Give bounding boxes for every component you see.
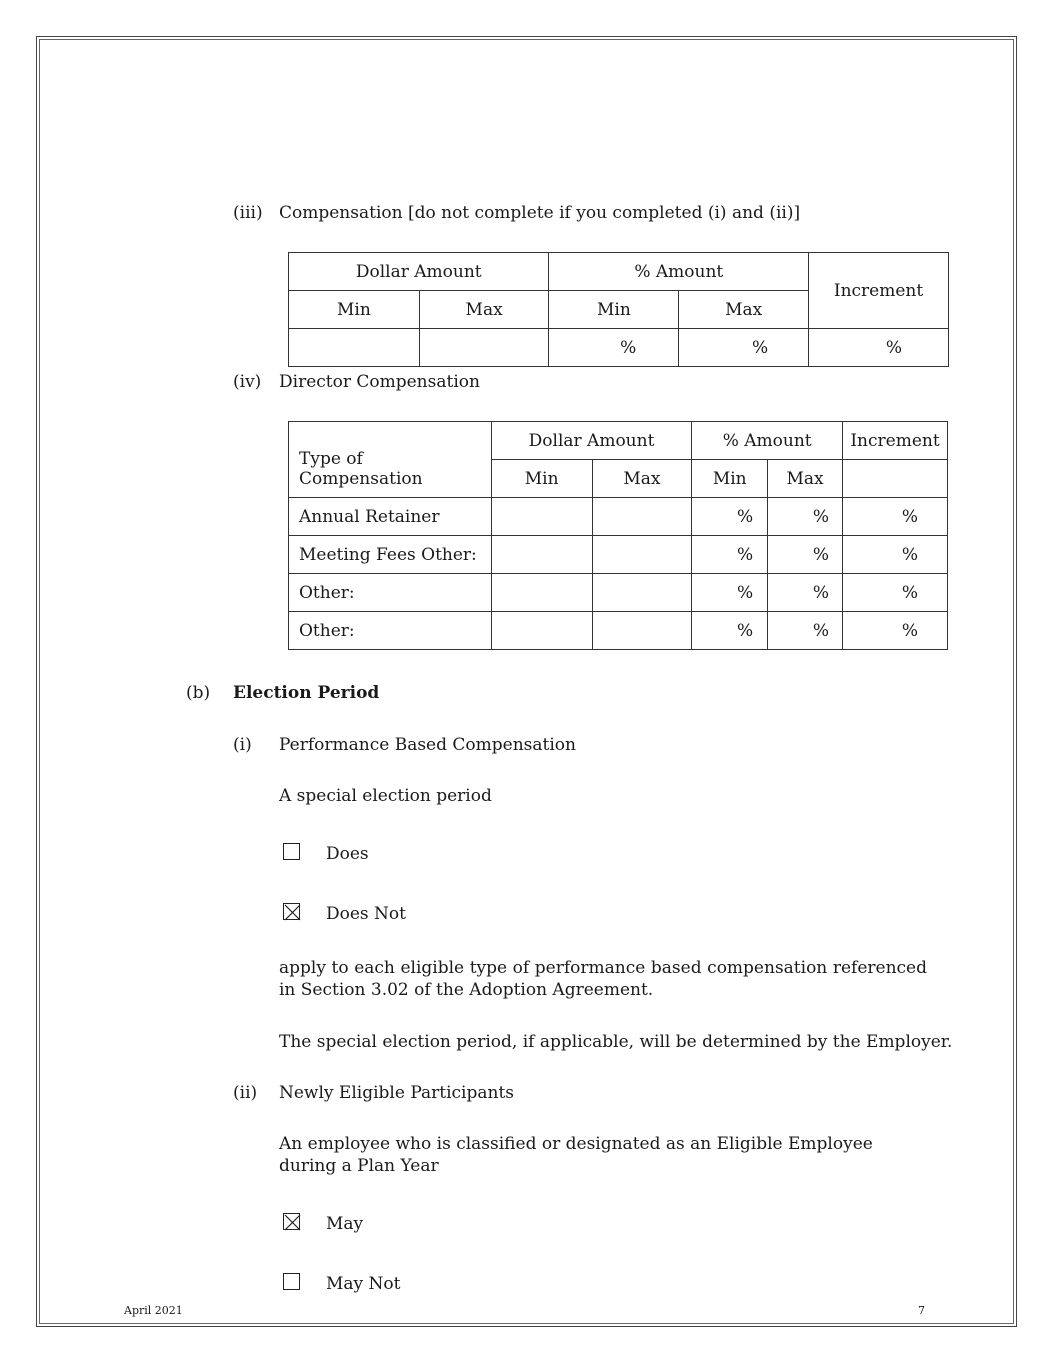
dollar-max-field[interactable] <box>592 574 692 612</box>
increment-field[interactable]: % <box>843 574 948 612</box>
dollar-max-field[interactable] <box>592 536 692 574</box>
increment-field[interactable]: % <box>843 612 948 650</box>
does-checkbox[interactable] <box>283 843 300 860</box>
may-not-label: May Not <box>326 1274 401 1294</box>
section-b-title: Election Period <box>233 683 380 703</box>
increment-header: Increment <box>843 422 948 460</box>
dollar-max-field[interactable] <box>592 498 692 536</box>
checked-x-icon <box>284 1214 301 1231</box>
pct-min-field[interactable]: % <box>692 498 768 536</box>
dollar-min-header: Min <box>289 291 420 329</box>
section-iv-label: (iv) <box>233 372 262 392</box>
increment-field[interactable]: % <box>809 329 949 367</box>
section-iv-title: Director Compensation <box>279 372 480 392</box>
dollar-min-field[interactable] <box>491 498 592 536</box>
compensation-table <box>288 252 949 367</box>
row-label: Meeting Fees Other: <box>289 536 492 574</box>
dollar-min-header: Min <box>491 460 592 498</box>
sub-i-intro: A special election period <box>279 786 492 806</box>
sub-i-paragraph-1: apply to each eligible type of performance based compensation referenced in Section 3.02 of the Adoption Agreement. <box>279 958 927 1000</box>
dollar-min-field[interactable] <box>289 329 420 367</box>
dollar-min-field[interactable] <box>491 574 592 612</box>
dollar-amount-header: Dollar Amount <box>289 253 549 291</box>
pct-max-field[interactable]: % <box>768 498 843 536</box>
does-label: Does <box>326 844 369 864</box>
pct-min-field[interactable]: % <box>692 536 768 574</box>
dollar-max-header: Max <box>592 460 692 498</box>
increment-header: Increment <box>809 253 949 329</box>
table-row <box>289 612 948 650</box>
pct-max-header: Max <box>768 460 843 498</box>
sub-i-paragraph-2: The special election period, if applicable, will be determined by the Employer. <box>279 1032 953 1052</box>
table-row <box>289 498 948 536</box>
may-label: May <box>326 1214 364 1234</box>
section-iii-label: (iii) <box>233 203 263 223</box>
pct-max-field[interactable]: % <box>768 574 843 612</box>
pct-max-header: Max <box>679 291 809 329</box>
type-of-compensation-header: Type of Compensation <box>289 422 492 498</box>
dollar-amount-header: Dollar Amount <box>491 422 692 460</box>
table-row <box>289 574 948 612</box>
sub-ii-label: (ii) <box>233 1083 258 1103</box>
pct-min-field[interactable]: % <box>549 329 679 367</box>
pct-min-header: Min <box>549 291 679 329</box>
sub-ii-title: Newly Eligible Participants <box>279 1083 515 1103</box>
pct-min-header: Min <box>692 460 768 498</box>
row-label: Annual Retainer <box>289 498 492 536</box>
table-row <box>289 536 948 574</box>
does-not-checkbox[interactable] <box>283 903 300 920</box>
sub-ii-intro: An employee who is classified or designated as an Eligible Employee during a Plan Year <box>279 1134 873 1176</box>
may-not-checkbox[interactable] <box>283 1273 300 1290</box>
increment-field[interactable]: % <box>843 536 948 574</box>
sub-i-label: (i) <box>233 735 252 755</box>
dollar-min-field[interactable] <box>491 536 592 574</box>
dollar-max-field[interactable] <box>592 612 692 650</box>
section-b-label: (b) <box>186 683 211 703</box>
dollar-min-field[interactable] <box>491 612 592 650</box>
pct-max-field[interactable]: % <box>679 329 809 367</box>
page-number: 7 <box>918 1304 925 1317</box>
does-not-label: Does Not <box>326 904 406 924</box>
checked-x-icon <box>284 904 301 921</box>
pct-min-field[interactable]: % <box>692 574 768 612</box>
dollar-max-field[interactable] <box>419 329 549 367</box>
pct-min-field[interactable]: % <box>692 612 768 650</box>
increment-field[interactable]: % <box>843 498 948 536</box>
increment-subheader-blank <box>843 460 948 498</box>
sub-i-title: Performance Based Compensation <box>279 735 576 755</box>
director-compensation-table <box>288 421 948 650</box>
pct-max-field[interactable]: % <box>768 536 843 574</box>
pct-max-field[interactable]: % <box>768 612 843 650</box>
pct-amount-header: % Amount <box>549 253 809 291</box>
row-label: Other: <box>289 574 492 612</box>
row-label: Other: <box>289 612 492 650</box>
footer-date: April 2021 <box>124 1304 183 1317</box>
pct-amount-header: % Amount <box>692 422 843 460</box>
section-iii-title: Compensation [do not complete if you completed (i) and (ii)] <box>279 203 801 223</box>
dollar-max-header: Max <box>419 291 549 329</box>
may-checkbox[interactable] <box>283 1213 300 1230</box>
